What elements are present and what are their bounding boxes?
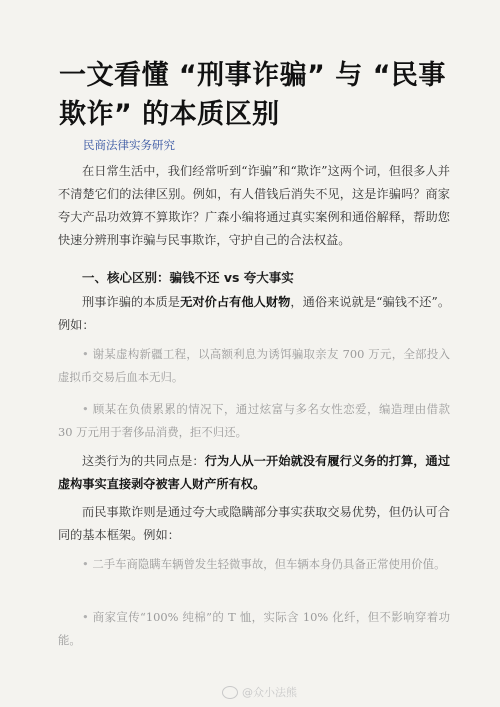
bullet-mark: • xyxy=(82,402,89,416)
example-text: 谢某虚构新疆工程，以高额利息为诱饵骗取亲友 700 万元，全部投入虚拟币交易后血本无归。 xyxy=(58,347,450,384)
example-text: 顾某在负债累累的情况下，通过炫富与多名女性恋爱，编造理由借款 30 万元用于奢侈品消费，拒不归还。 xyxy=(58,402,450,439)
intro-paragraph xyxy=(58,160,450,252)
p1-pre: 刑事诈骗的本质是 xyxy=(82,295,181,309)
weibo-icon xyxy=(222,686,238,699)
example-item xyxy=(58,343,450,389)
watermark-text: @众小法熊 xyxy=(242,686,297,699)
p1-post: ，通俗来说就是“骗钱不还”。例如： xyxy=(58,295,451,332)
example-item xyxy=(58,606,450,652)
example-item xyxy=(58,553,450,576)
bullet-mark: • xyxy=(82,347,89,361)
bullet-mark: • xyxy=(82,557,89,571)
example-item xyxy=(58,398,450,444)
paragraph-common-point xyxy=(58,450,450,496)
p3-text: 而民事欺诈则是通过夸大或隐瞒部分事实获取交易优势，但仍认可合同的基本框架。例如： xyxy=(58,505,450,542)
page-title: 一文看懂 “刑事诈骗” 与 “民事欺诈” 的本质区别 xyxy=(59,60,446,130)
example-text: 二手车商隐瞒车辆曾发生轻微事故，但车辆本身仍具备正常使用价值。 xyxy=(92,557,446,571)
paragraph-fraud-definition xyxy=(58,291,450,337)
paragraph-civil-fraud xyxy=(58,501,450,547)
source-label: 民商法律实务研究 xyxy=(83,138,175,152)
intro-text: 在日常生活中，我们经常听到“诈骗”和“欺诈”这两个词，但很多人并不清楚它们的法律区别。例如，有人借钱后消失不见，这是诈骗吗？商家夸大产品功效算不算欺诈？广森小编将通过真实案例和通俗解释，帮助您快速分辨刑事诈骗与民事欺诈，守护自己的合法权益。 xyxy=(58,164,450,247)
example-text: 商家宣传“100% 纯棉”的 T 恤，实际含 10% 化纤，但不影响穿着功能。 xyxy=(58,610,450,647)
p1-bold: 无对价占有他人财物 xyxy=(180,295,291,309)
section-heading: 一、核心区别：骗钱不还 vs 夸大事实 xyxy=(82,270,294,285)
bullet-mark: • xyxy=(82,610,89,624)
p2-pre: 这类行为的共同点是： xyxy=(82,454,205,468)
p2-bold: 行为人从一开始就没有履行义务的打算，通过虚构事实直接剥夺被害人财产所有权。 xyxy=(58,454,451,491)
watermark xyxy=(222,684,297,700)
